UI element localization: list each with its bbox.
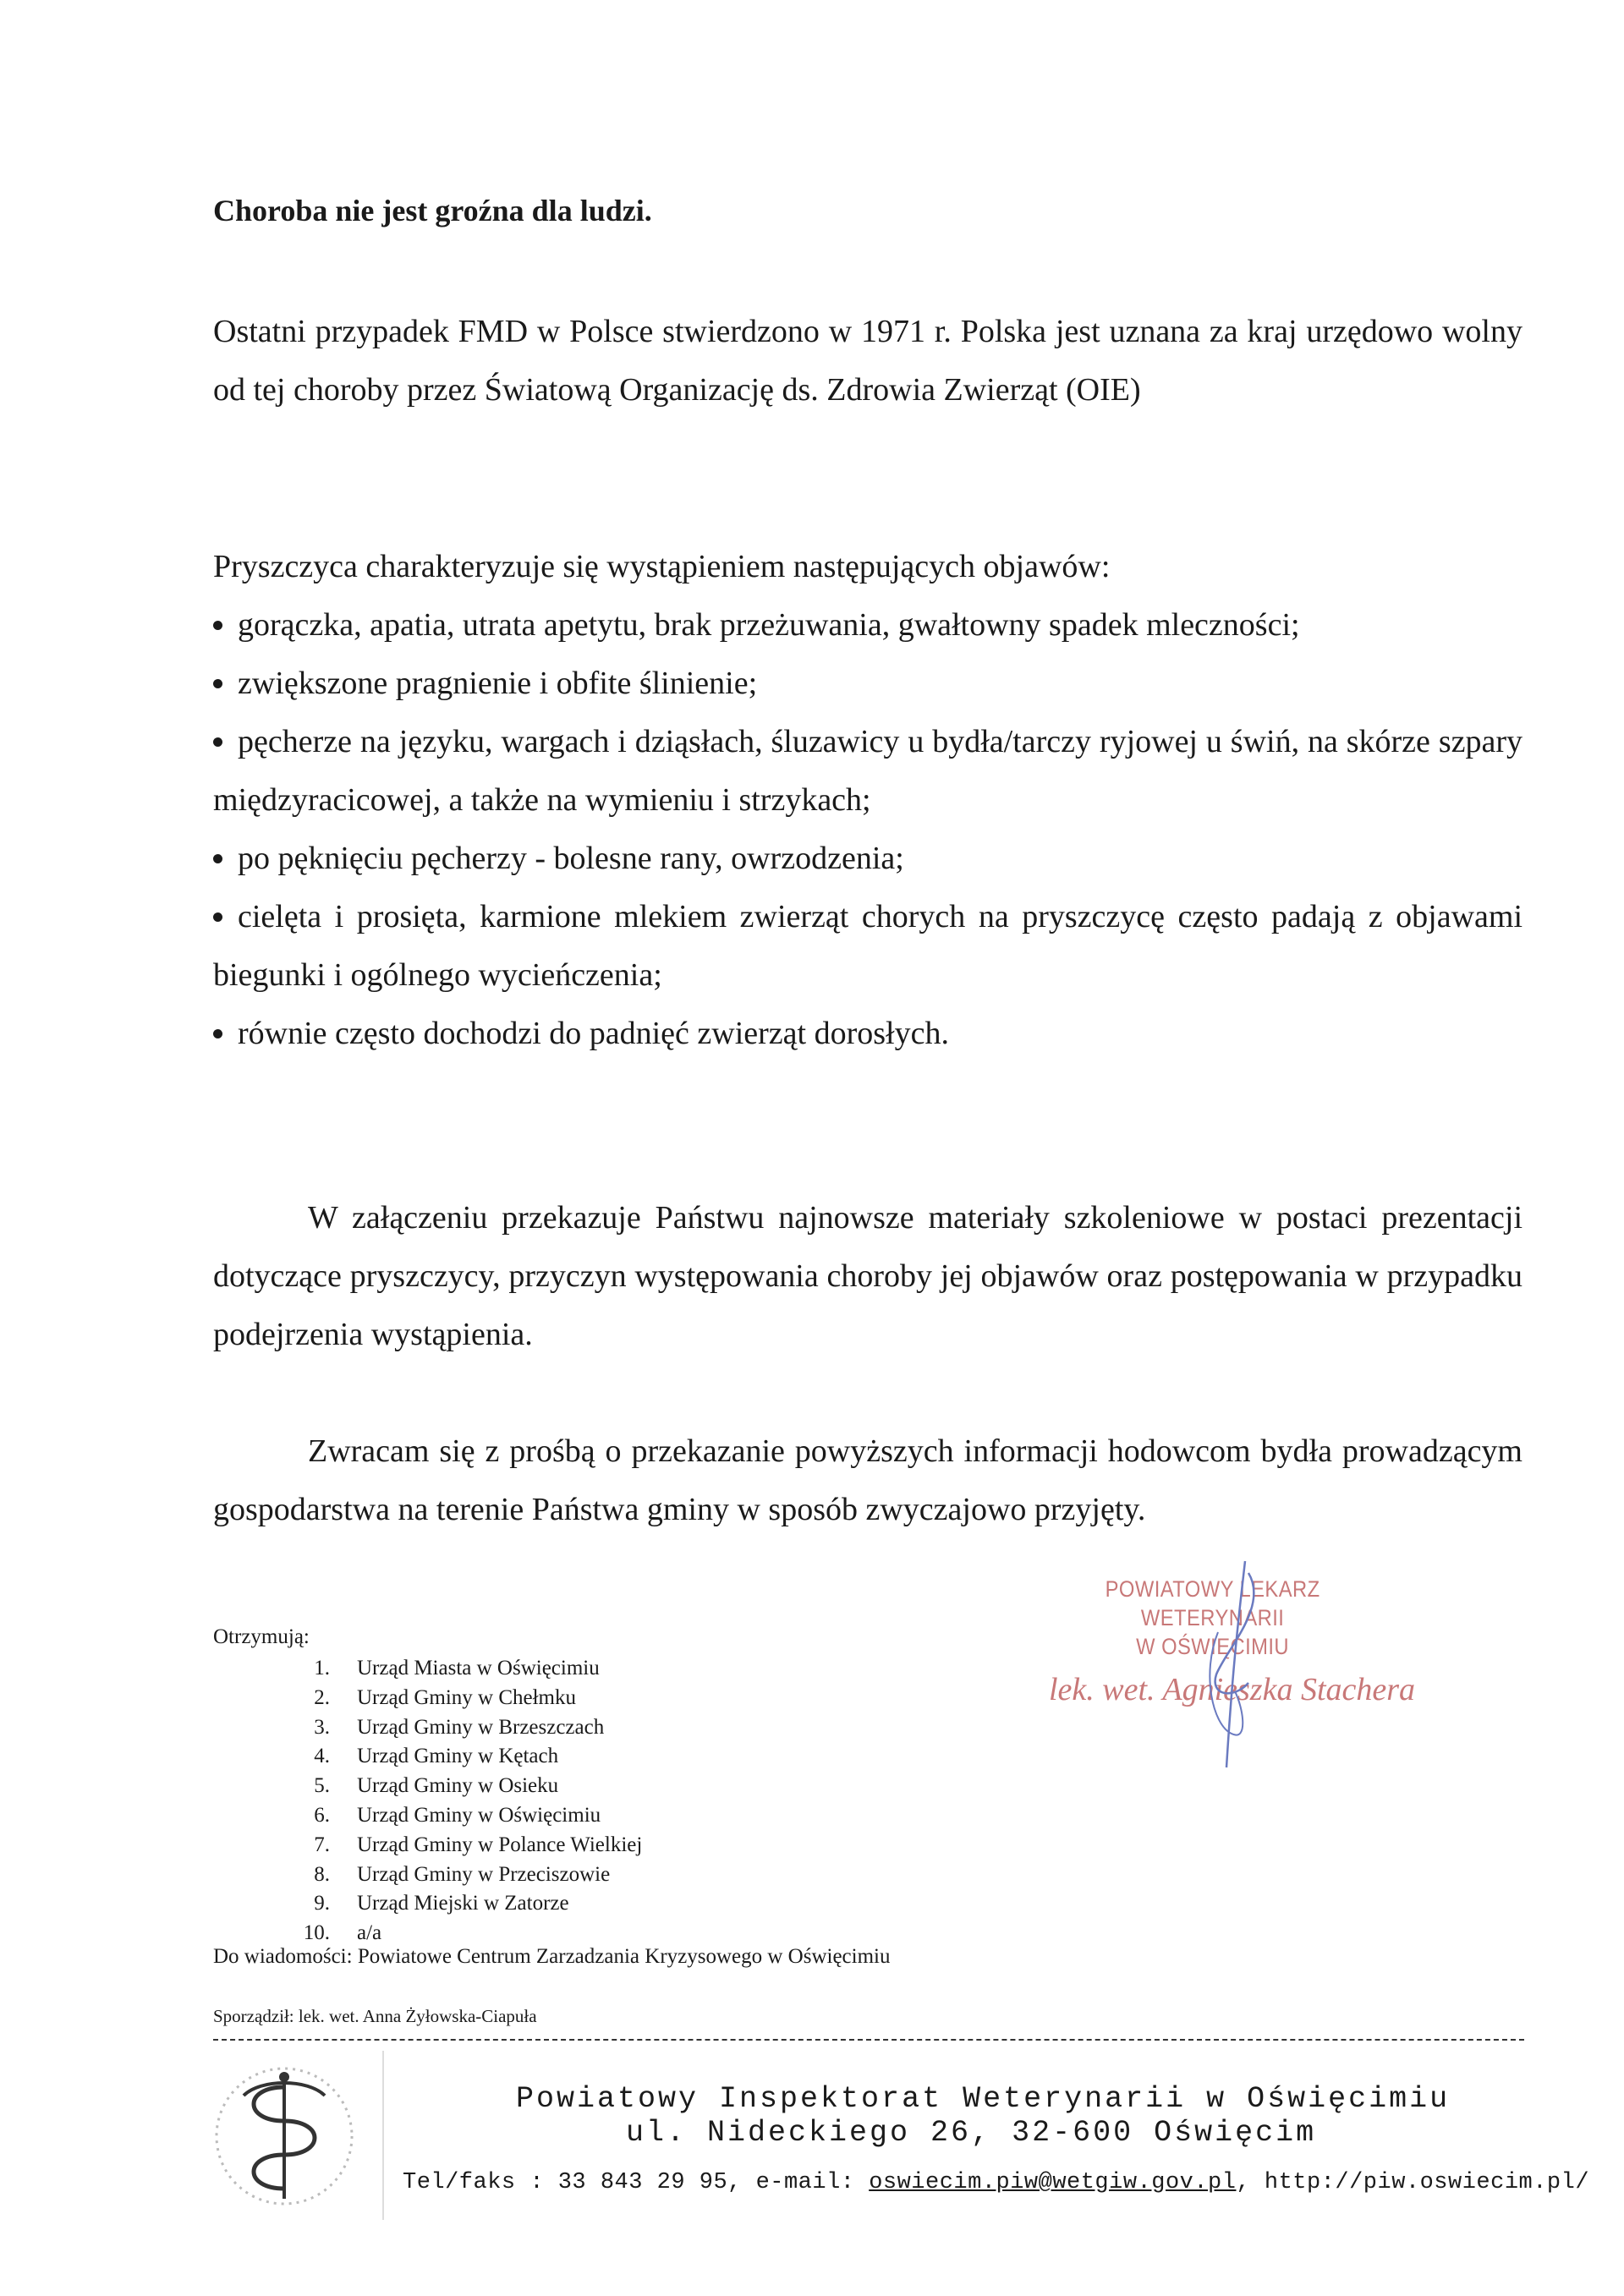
footer-separator	[213, 2039, 1524, 2041]
symptom-item: gorączka, apatia, utrata apetytu, brak przeżuwania, gwałtowny spadek mleczności;	[213, 596, 1522, 655]
bullet-icon	[213, 912, 222, 922]
recipient-item: 4. Urząd Gminy w Kętach	[314, 1745, 559, 1768]
footer-contact	[403, 2170, 1589, 2195]
cc-line: Do wiadomości: Powiatowe Centrum Zarzadzania Kryzysowego w Oświęcimiu	[213, 1945, 891, 1968]
handwritten-signature-icon	[1167, 1556, 1286, 1776]
recipient-item: 9. Urząd Miejski w Zatorze	[314, 1892, 569, 1915]
bullet-icon	[213, 1029, 222, 1038]
paragraph-fmd-status: Ostatni przypadek FMD w Polsce stwierdzono w 1971 r. Polska jest uznana za kraj urzędowo wolny od tej choroby przez Światową Organizację ds. Zdrowia Zwierząt (OIE)	[213, 314, 1522, 408]
paragraph-request: Zwracam się z prośbą o przekazanie powyższych informacji hodowcom bydła prowadzącym gospodarstwa na terenie Państwa gminy w sposób zwyczajowo przyjęty.	[213, 1433, 1522, 1527]
footer-address: ul. Nideckiego 26, 32-600 Oświęcim	[626, 2116, 1317, 2150]
prepared-by: Sporządził: lek. wet. Anna Żyłowska-Ciapuła	[213, 2006, 537, 2026]
recipient-item: 7. Urząd Gminy w Polance Wielkiej	[314, 1833, 643, 1856]
footer-organization: Powiatowy Inspektorat Weterynarii w Oświęcimiu	[516, 2082, 1451, 2116]
footer-web-link[interactable]: , http://piw.oswiecim.pl/	[1236, 2170, 1590, 2195]
stamp-line-2: W OŚWIĘCIMIU	[1136, 1634, 1290, 1659]
symptom-item: cielęta i prosięta, karmione mlekiem zwierząt chorych na pryszczycę często padają z objawami biegunki i ogólnego wycieńczenia;	[213, 899, 1522, 993]
recipient-item: 2. Urząd Gminy w Chełmku	[314, 1685, 576, 1709]
symptom-item: po pęknięciu pęcherzy - bolesne rany, owrzodzenia;	[213, 830, 1522, 888]
bullet-icon	[213, 621, 222, 630]
bullet-icon	[213, 854, 222, 863]
recipient-item: 10. a/a	[303, 1921, 382, 1945]
footer-tel: Tel/faks : 33 843 29 95, e-mail:	[403, 2170, 870, 2195]
stamp-line-1: POWIATOWY LEKARZ WETERYNARII	[1105, 1576, 1320, 1630]
symptoms-intro: Pryszczyca charakteryzuje się wystąpieniem następujących objawów:	[213, 549, 1111, 584]
caduceus-icon	[210, 2053, 358, 2218]
bullet-icon	[213, 679, 222, 688]
recipient-item: 3. Urząd Gminy w Brzeszczach	[314, 1715, 605, 1739]
footer-email-link[interactable]: oswiecim.piw@wetgiw.gov.pl	[869, 2170, 1237, 2195]
footer-divider	[382, 2051, 384, 2220]
bullet-icon	[213, 737, 222, 747]
stamp-name: lek. wet. Agnieszka Stachera	[1049, 1672, 1416, 1707]
paragraph-attachment: W załączeniu przekazuje Państwu najnowsze materiały szkoleniowe w postaci prezentacji dotyczące pryszczycy, przyczyn występowania choroby jej objawów oraz postępowania w przypadku podejrzenia wystąpienia.	[213, 1200, 1522, 1352]
symptoms-list	[213, 596, 1522, 1063]
recipient-item: 1. Urząd Miasta w Oświęcimiu	[314, 1657, 600, 1680]
symptom-item: pęcherze na języku, wargach i dziąsłach, śluzawicy u bydła/tarczy ryjowej u świń, na skórze szpary międzyracicowej, a także na wymieniu i strzykach;	[213, 724, 1522, 818]
document-heading: Choroba nie jest groźna dla ludzi.	[213, 194, 652, 227]
recipient-item: 8. Urząd Gminy w Przeciszowie	[314, 1862, 611, 1886]
symptom-item: zwiększone pragnienie i obfite ślinienie;	[213, 655, 1522, 713]
recipient-item: 6. Urząd Gminy w Oświęcimiu	[314, 1803, 601, 1827]
recipients-title: Otrzymują:	[213, 1625, 310, 1648]
recipients-list	[288, 1654, 642, 1948]
symptom-item: równie często dochodzi do padnięć zwierząt dorosłych.	[213, 1005, 1522, 1063]
recipient-item: 5. Urząd Gminy w Osieku	[314, 1774, 559, 1798]
